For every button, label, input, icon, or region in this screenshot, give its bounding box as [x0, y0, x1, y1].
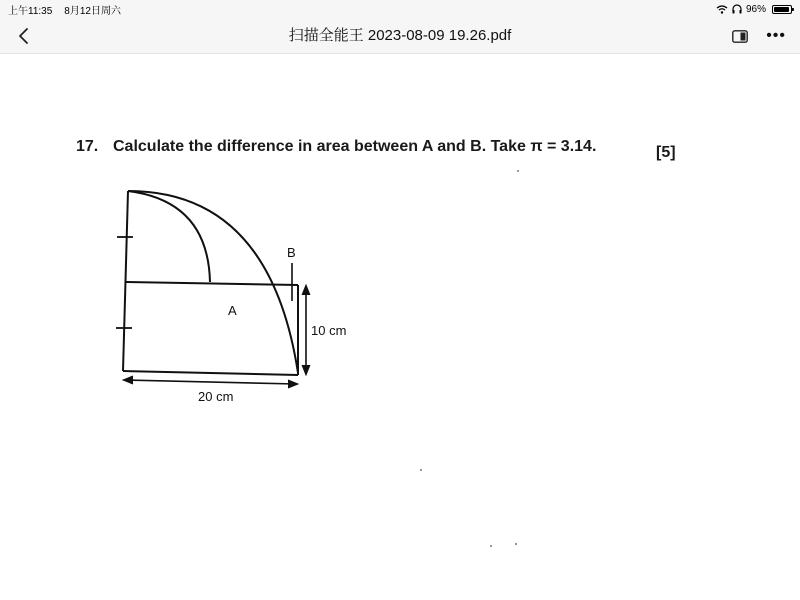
height-label: 10 cm [311, 323, 347, 338]
status-bar [0, 0, 800, 18]
geometry-diagram [100, 175, 380, 405]
scan-speck [515, 543, 517, 545]
wifi-icon [716, 5, 728, 14]
question-number: 17. [76, 138, 99, 155]
pdf-page [0, 55, 800, 600]
label-a: A [228, 303, 237, 318]
battery-percent: 96% [745, 3, 766, 15]
question-prompt: Calculate the difference in area between A and B. Take π = 3.14. [113, 138, 597, 155]
height-arrow-top [302, 285, 310, 295]
sidebar-toggle-button[interactable] [730, 26, 750, 46]
chevron-left-icon [18, 27, 30, 45]
height-arrow-bottom [302, 365, 310, 375]
status-date: 8月12日周六 [64, 5, 121, 17]
navigation-bar [0, 18, 800, 54]
scan-speck [420, 469, 422, 471]
scan-speck [517, 170, 519, 172]
label-b: B [287, 245, 296, 260]
headphone-icon [732, 4, 742, 14]
status-time: 上午11:35 [8, 5, 53, 17]
width-arrow-right [288, 380, 298, 388]
battery-icon [772, 5, 792, 14]
left-edge [123, 191, 128, 371]
scan-speck [490, 545, 492, 547]
battery-level-fill [774, 7, 789, 12]
question-text [76, 138, 596, 156]
width-arrow-left [123, 376, 133, 384]
back-button[interactable] [10, 22, 38, 50]
width-dimension-line [125, 380, 296, 384]
document-title: 扫描全能王 2023-08-09 19.26.pdf [288, 27, 512, 44]
question-marks: [5] [656, 144, 676, 161]
more-options-button[interactable]: ••• [766, 27, 786, 44]
sidebar-icon [732, 30, 748, 43]
rectangle-bottom-edge [123, 371, 298, 375]
width-label: 20 cm [198, 389, 234, 404]
